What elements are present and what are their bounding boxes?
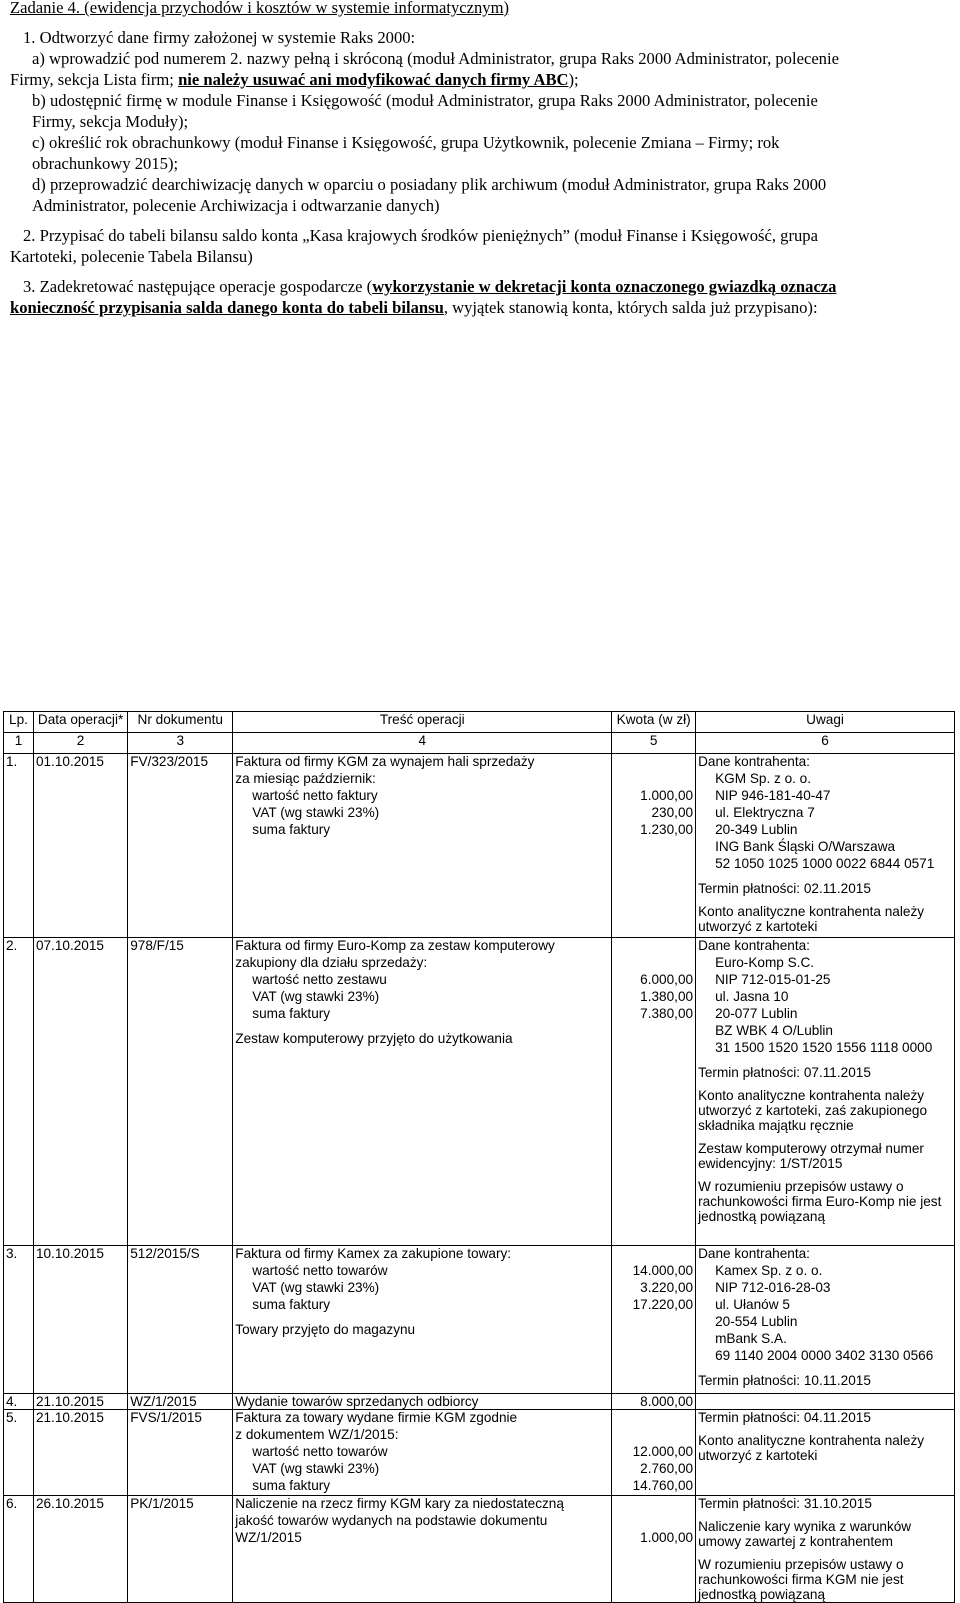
payment-term: Termin płatności: 02.11.2015 bbox=[698, 881, 871, 896]
table-row bbox=[4, 1496, 955, 1603]
remark-note: Zestaw komputerowy otrzymał numer ewidencyjny: 1/ST/2015 bbox=[698, 1141, 924, 1171]
remark-note: Konto analityczne kontrahenta należy utworzyć z kartoteki bbox=[698, 904, 925, 934]
column-number-row bbox=[4, 733, 955, 754]
row-lp: 2. bbox=[4, 938, 34, 1246]
row-date: 21.10.2015 bbox=[33, 1394, 127, 1410]
row-lp: 5. bbox=[4, 1410, 34, 1496]
contractor-nip: NIP 946-181-40-47 bbox=[715, 788, 831, 803]
amount-value: 14.760,00 bbox=[632, 1478, 694, 1493]
contractor-city: 20-349 Lublin bbox=[715, 822, 798, 837]
row-date: 21.10.2015 bbox=[33, 1410, 127, 1496]
row-document: 512/2015/S bbox=[128, 1246, 233, 1394]
contractor-account: 52 1050 1025 1000 0022 6844 0571 bbox=[715, 856, 935, 871]
row-document: FV/323/2015 bbox=[128, 754, 233, 938]
step-3-line-2 bbox=[10, 297, 955, 318]
operations-table bbox=[3, 711, 955, 1603]
amount-value: 1.000,00 bbox=[640, 788, 694, 803]
payment-term: Termin płatności: 04.11.2015 bbox=[698, 1410, 871, 1425]
amount-value: 7.380,00 bbox=[640, 1006, 694, 1021]
row-amount bbox=[612, 754, 696, 938]
item-label: VAT (wg stawki 23%) bbox=[252, 805, 380, 820]
remark-note: Naliczenie kary wynika z warunków umowy zawartej z kontrahentem bbox=[698, 1519, 912, 1549]
step-1d-line-1: d) przeprowadzić dearchiwizację danych w oparciu o posiadany plik archiwum (moduł Administrator, grupa Raks 2000 bbox=[32, 175, 827, 194]
description-line: Faktura za towary wydane firmie KGM zgodnie bbox=[235, 1410, 518, 1425]
description-extra: Zestaw komputerowy przyjęto do użytkowania bbox=[235, 1031, 513, 1046]
step-3-line-1 bbox=[10, 276, 955, 297]
column-number: 3 bbox=[128, 733, 233, 754]
contractor-name: Kamex Sp. z o. o. bbox=[715, 1263, 823, 1278]
contractor-city: 20-077 Lublin bbox=[715, 1006, 798, 1021]
header-description: Treść operacji bbox=[233, 712, 612, 733]
item-label: suma faktury bbox=[252, 1478, 331, 1493]
row-description: Wydanie towarów sprzedanych odbiorcy bbox=[233, 1394, 612, 1410]
table-header-row bbox=[4, 712, 955, 733]
row-document: WZ/1/2015 bbox=[128, 1394, 233, 1410]
payment-term: Termin płatności: 07.11.2015 bbox=[698, 1065, 871, 1080]
row-description bbox=[233, 1496, 612, 1603]
contractor-label: Dane kontrahenta: bbox=[698, 1246, 810, 1261]
amount-value: 230,00 bbox=[651, 805, 694, 820]
item-label: VAT (wg stawki 23%) bbox=[252, 989, 380, 1004]
header-amount: Kwota (w zł) bbox=[612, 712, 696, 733]
row-remarks bbox=[696, 1394, 955, 1410]
contractor-account: 69 1140 2004 0000 3402 3130 0566 bbox=[715, 1348, 934, 1363]
description-line: Faktura od firmy KGM za wynajem hali sprzedaży bbox=[235, 754, 535, 769]
header-remarks: Uwagi bbox=[696, 712, 955, 733]
contractor-street: ul. Ułanów 5 bbox=[715, 1297, 790, 1312]
amount-value: 17.220,00 bbox=[632, 1297, 694, 1312]
row-document: 978/F/15 bbox=[128, 938, 233, 1246]
step-1a-warning: nie należy usuwać ani modyfikować danych firmy ABC bbox=[178, 70, 569, 89]
description-line: WZ/1/2015 bbox=[235, 1530, 302, 1545]
description-line: Faktura od firmy Euro-Komp za zestaw komputerowy bbox=[235, 938, 555, 953]
remark-note: Konto analityczne kontrahenta należy utworzyć z kartoteki bbox=[698, 1433, 925, 1463]
step-1c-line-1: c) określić rok obrachunkowy (moduł Finanse i Księgowość, grupa Użytkownik, polecenie Zmiana – Firmy; rok bbox=[32, 133, 780, 152]
task-description bbox=[10, 0, 955, 318]
row-date: 10.10.2015 bbox=[33, 1246, 127, 1394]
description-extra: Towary przyjęto do magazynu bbox=[235, 1322, 416, 1337]
row-amount bbox=[612, 1410, 696, 1496]
row-document: PK/1/2015 bbox=[128, 1496, 233, 1603]
item-label: wartość netto towarów bbox=[252, 1263, 388, 1278]
contractor-nip: NIP 712-016-28-03 bbox=[715, 1280, 831, 1295]
step-3-end: , wyjątek stanowią konta, których salda już przypisano): bbox=[443, 298, 818, 317]
row-remarks bbox=[696, 1410, 955, 1496]
row-amount: 8.000,00 bbox=[612, 1394, 696, 1410]
step-1a-end: ); bbox=[568, 70, 579, 89]
description-line: za miesiąc październik: bbox=[235, 771, 376, 786]
step-1a-text: Firmy, sekcja Lista firm; bbox=[10, 70, 179, 89]
description-line: zakupiony dla działu sprzedaży: bbox=[235, 955, 428, 970]
step-1c-line-2: obrachunkowy 2015); bbox=[32, 154, 179, 173]
step-1d-line-2: Administrator, polecenie Archiwizacja i odtwarzanie danych) bbox=[32, 196, 440, 215]
payment-term: Termin płatności: 31.10.2015 bbox=[698, 1496, 872, 1511]
header-document: Nr dokumentu bbox=[128, 712, 233, 733]
payment-term: Termin płatności: 10.11.2015 bbox=[698, 1373, 871, 1388]
step-3-emphasis-1: wykorzystanie w dekretacji konta oznaczonego gwiazdką oznacza bbox=[372, 277, 837, 296]
step-3-text: 3. Zadekretować następujące operacje gospodarcze ( bbox=[23, 277, 373, 296]
contractor-nip: NIP 712-015-01-25 bbox=[715, 972, 831, 987]
table-row bbox=[4, 1410, 955, 1496]
item-label: wartość netto zestawu bbox=[252, 972, 387, 987]
row-description bbox=[233, 754, 612, 938]
remark-note: W rozumieniu przepisów ustawy o rachunkowości firma KGM nie jest jednostką powiązaną bbox=[698, 1557, 904, 1602]
step-1b-line-1: b) udostępnić firmę w module Finanse i Księgowość (moduł Administrator, grupa Raks 2000 Administrator, polecenie bbox=[32, 91, 818, 110]
description-line: Naliczenie na rzecz firmy KGM kary za niedostateczną bbox=[235, 1496, 564, 1511]
item-label: wartość netto faktury bbox=[252, 788, 378, 803]
contractor-street: ul. Jasna 10 bbox=[715, 989, 789, 1004]
step-2-line-2: Kartoteki, polecenie Tabela Bilansu) bbox=[10, 247, 253, 266]
amount-value: 12.000,00 bbox=[632, 1444, 694, 1459]
header-date: Data operacji* bbox=[33, 712, 127, 733]
contractor-name: KGM Sp. z o. o. bbox=[715, 771, 812, 786]
amount-value: 14.000,00 bbox=[632, 1263, 694, 1278]
row-amount bbox=[612, 938, 696, 1246]
contractor-bank: mBank S.A. bbox=[715, 1331, 787, 1346]
step-1a-line-1: a) wprowadzić pod numerem 2. nazwy pełną i skróconą (moduł Administrator, grupa Raks 2000 Administrator, polecenie bbox=[32, 49, 839, 68]
row-amount bbox=[612, 1496, 696, 1603]
table-row bbox=[4, 938, 955, 1246]
description-line: z dokumentem WZ/1/2015: bbox=[235, 1427, 399, 1442]
remark-note: Konto analityczne kontrahenta należy utworzyć z kartoteki, zaś zakupionego składnika majątku ręcznie bbox=[698, 1088, 928, 1133]
amount-value: 2.760,00 bbox=[640, 1461, 694, 1476]
column-number: 1 bbox=[4, 733, 34, 754]
description-line: Faktura od firmy Kamex za zakupione towary: bbox=[235, 1246, 512, 1261]
description-line: jakość towarów wydanych na podstawie dokumentu bbox=[235, 1513, 548, 1528]
amount-value: 1.000,00 bbox=[640, 1530, 694, 1545]
row-lp: 3. bbox=[4, 1246, 34, 1394]
step-1b-line-2: Firmy, sekcja Moduły); bbox=[32, 112, 189, 131]
row-remarks bbox=[696, 754, 955, 938]
column-number: 6 bbox=[696, 733, 955, 754]
row-date: 01.10.2015 bbox=[33, 754, 127, 938]
item-label: VAT (wg stawki 23%) bbox=[252, 1280, 380, 1295]
table-row bbox=[4, 754, 955, 938]
row-lp: 6. bbox=[4, 1496, 34, 1603]
row-date: 26.10.2015 bbox=[33, 1496, 127, 1603]
row-lp: 1. bbox=[4, 754, 34, 938]
contractor-bank: ING Bank Śląski O/Warszawa bbox=[715, 839, 896, 854]
step-3-emphasis-2: konieczność przypisania salda danego konta do tabeli bilansu bbox=[10, 298, 444, 317]
step-2-line-1: 2. Przypisać do tabeli bilansu saldo konta „Kasa krajowych środków pieniężnych” (moduł Finanse i Księgowość, grupa bbox=[23, 226, 818, 245]
row-document: FVS/1/2015 bbox=[128, 1410, 233, 1496]
amount-value: 6.000,00 bbox=[640, 972, 694, 987]
header-lp: Lp. bbox=[4, 712, 34, 733]
row-date: 07.10.2015 bbox=[33, 938, 127, 1246]
amount-value: 1.230,00 bbox=[640, 822, 694, 837]
contractor-name: Euro-Komp S.C. bbox=[715, 955, 815, 970]
row-remarks bbox=[696, 1496, 955, 1603]
row-description bbox=[233, 938, 612, 1246]
contractor-label: Dane kontrahenta: bbox=[698, 938, 810, 953]
column-number: 5 bbox=[612, 733, 696, 754]
operations-table-container bbox=[0, 711, 960, 1603]
step-1-heading: 1. Odtworzyć dane firmy założonej w systemie Raks 2000: bbox=[23, 28, 416, 47]
task-title: Zadanie 4. (ewidencja przychodów i kosztów w systemie informatycznym) bbox=[10, 0, 510, 17]
contractor-city: 20-554 Lublin bbox=[715, 1314, 798, 1329]
contractor-label: Dane kontrahenta: bbox=[698, 754, 810, 769]
item-label: suma faktury bbox=[252, 1297, 331, 1312]
row-lp: 4. bbox=[4, 1394, 34, 1410]
item-label: suma faktury bbox=[252, 822, 331, 837]
remark-note: W rozumieniu przepisów ustawy o rachunkowości firma Euro-Komp nie jest jednostką powiązaną bbox=[698, 1179, 942, 1224]
item-label: wartość netto towarów bbox=[252, 1444, 388, 1459]
step-1a-line-2 bbox=[10, 69, 955, 90]
table-row bbox=[4, 1394, 955, 1410]
row-remarks bbox=[696, 938, 955, 1246]
contractor-bank: BZ WBK 4 O/Lublin bbox=[715, 1023, 833, 1038]
contractor-street: ul. Elektryczna 7 bbox=[715, 805, 815, 820]
item-label: suma faktury bbox=[252, 1006, 331, 1021]
amount-value: 3.220,00 bbox=[640, 1280, 694, 1295]
contractor-account: 31 1500 1520 1520 1556 1118 0000 bbox=[715, 1040, 933, 1055]
row-description bbox=[233, 1410, 612, 1496]
column-number: 2 bbox=[33, 733, 127, 754]
amount-value: 1.380,00 bbox=[640, 989, 694, 1004]
column-number: 4 bbox=[233, 733, 612, 754]
item-label: VAT (wg stawki 23%) bbox=[252, 1461, 380, 1476]
